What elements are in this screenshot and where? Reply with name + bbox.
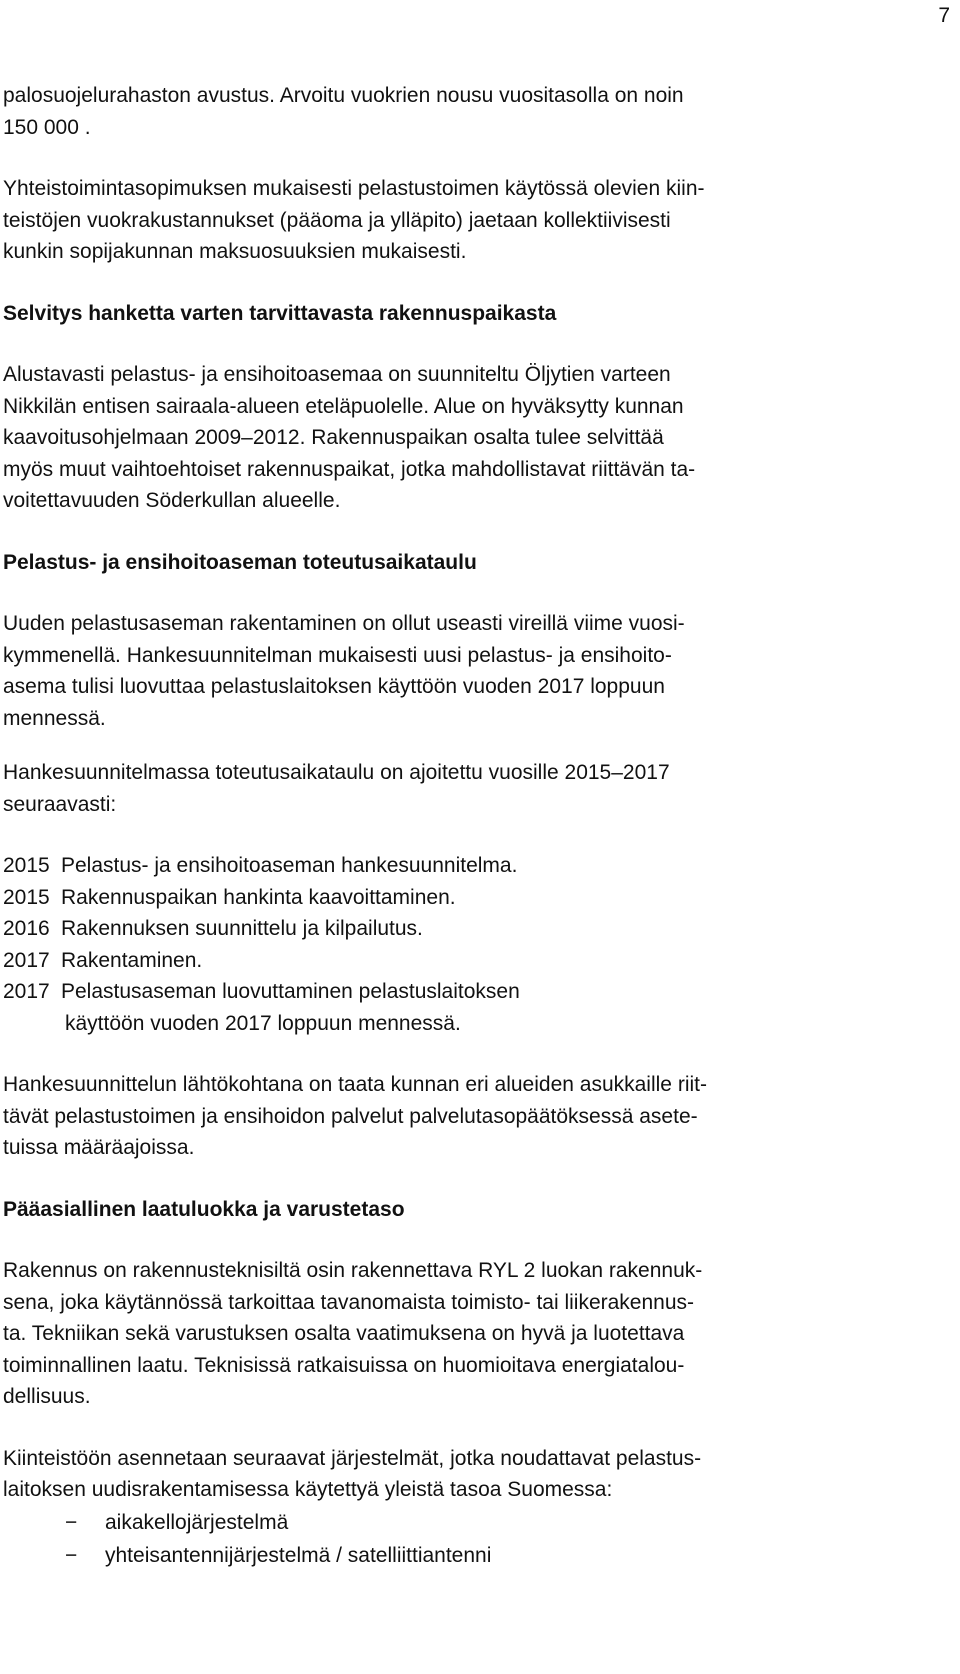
text-line: Yhteistoimintasopimuksen mukaisesti pelastustoimen käytössä olevien kiin- bbox=[3, 177, 705, 200]
text-line: Alustavasti pelastus- ja ensihoitoasemaa on suunniteltu Öljytien varteen bbox=[3, 363, 671, 386]
text-line: voitettavuuden Söderkullan alueelle. bbox=[3, 489, 341, 512]
text-line: Rakennus on rakennusteknisiltä osin rakennettava RYL 2 luokan rakennuk- bbox=[3, 1259, 703, 1282]
schedule-text: Rakennuksen suunnittelu ja kilpailutus. bbox=[61, 917, 423, 940]
list-item bbox=[3, 1506, 913, 1539]
dash-bullet-icon: − bbox=[65, 1510, 78, 1534]
bullet-list bbox=[3, 1506, 913, 1572]
paragraph-systems bbox=[3, 1443, 913, 1506]
schedule-text: Rakentaminen. bbox=[61, 948, 203, 972]
text-line: Hankesuunnitelmassa toteutusaikataulu on ajoitettu vuosille 2015–2017 bbox=[3, 761, 670, 784]
text-line: Kiinteistöön asennetaan seuraavat järjestelmät, jotka noudattavat pelastus- bbox=[3, 1446, 702, 1470]
page-number: 7 bbox=[938, 4, 950, 27]
list-item bbox=[3, 1539, 913, 1572]
schedule-item bbox=[3, 882, 913, 914]
text-line: Nikkilän entisen sairaala-alueen eteläpuolelle. Alue on hyväksytty kunnan bbox=[3, 394, 684, 418]
paragraph-schedule-intro bbox=[3, 608, 913, 734]
text-line: teistöjen vuokrakustannukset (pääoma ja ylläpito) jaetaan kollektiivisesti bbox=[3, 208, 671, 232]
schedule-item bbox=[3, 976, 913, 1008]
paragraph-schedule-basis bbox=[3, 1069, 913, 1164]
schedule-year: 2017 bbox=[3, 980, 50, 1003]
text-line: ta. Tekniikan sekä varustuksen osalta vaatimuksena on hyvä ja luotettava bbox=[3, 1322, 685, 1345]
text-line: kymmenellä. Hankesuunnitelman mukaisesti uusi pelastus- ja ensihoito- bbox=[3, 643, 672, 667]
paragraph-schedule-plan bbox=[3, 757, 913, 820]
document-body bbox=[3, 80, 913, 1572]
text-line: 150 000 . bbox=[3, 115, 91, 139]
schedule-list bbox=[3, 850, 913, 1039]
list-item-text: aikakellojärjestelmä bbox=[105, 1510, 289, 1534]
text-line: Hankesuunnittelun lähtökohtana on taata kunnan eri alueiden asukkaille riit- bbox=[3, 1073, 707, 1096]
section-heading-building-site: Selvitys hanketta varten tarvittavasta rakennuspaikasta bbox=[3, 301, 557, 325]
section-heading-schedule: Pelastus- ja ensihoitoaseman toteutusaikataulu bbox=[3, 550, 477, 574]
paragraph-quality bbox=[3, 1255, 913, 1413]
schedule-item bbox=[3, 850, 913, 882]
dash-bullet-icon: − bbox=[65, 1543, 78, 1567]
text-line: seuraavasti: bbox=[3, 792, 117, 816]
text-line: kaavoitusohjelmaan 2009–2012. Rakennuspaikan osalta tulee selvittää bbox=[3, 426, 664, 449]
text-line: palosuojelurahaston avustus. Arvoitu vuokrien nousu vuositasolla on noin bbox=[3, 84, 684, 107]
paragraph-building-site bbox=[3, 359, 913, 517]
list-item-text: yhteisantennijärjestelmä / satelliittiantenni bbox=[105, 1543, 492, 1567]
text-line: laitoksen uudisrakentamisessa käytettyä yleistä tasoa Suomessa: bbox=[3, 1478, 613, 1501]
schedule-text: Pelastus- ja ensihoitoaseman hankesuunnitelma. bbox=[61, 854, 518, 877]
text-line: toiminnallinen laatu. Teknisissä ratkaisuissa on huomioitava energiatalou- bbox=[3, 1353, 685, 1377]
schedule-item bbox=[3, 945, 913, 977]
schedule-item-continuation: käyttöön vuoden 2017 loppuun mennessä. bbox=[65, 1011, 461, 1035]
text-line: tävät pelastustoimen ja ensihoidon palvelut palvelutasopäätöksessä asete- bbox=[3, 1104, 698, 1128]
paragraph-rent-costs bbox=[3, 173, 913, 268]
schedule-text: Pelastusaseman luovuttaminen pelastuslaitoksen bbox=[61, 980, 520, 1003]
text-line: mennessä. bbox=[3, 706, 106, 730]
schedule-year: 2016 bbox=[3, 917, 50, 940]
section-heading-quality: Pääasiallinen laatuluokka ja varustetaso bbox=[3, 1197, 405, 1221]
schedule-year: 2015 bbox=[3, 885, 50, 909]
schedule-item bbox=[3, 913, 913, 945]
text-line: myös muut vaihtoehtoiset rakennuspaikat, jotka mahdollistavat riittävän ta- bbox=[3, 457, 696, 481]
schedule-year: 2017 bbox=[3, 948, 50, 972]
text-line: asema tulisi luovuttaa pelastuslaitoksen käyttöön vuoden 2017 loppuun bbox=[3, 675, 665, 698]
schedule-text: Rakennuspaikan hankinta kaavoittaminen. bbox=[61, 885, 456, 909]
schedule-year: 2015 bbox=[3, 854, 50, 877]
paragraph-funding bbox=[3, 80, 913, 143]
text-line: Uuden pelastusaseman rakentaminen on ollut useasti vireillä viime vuosi- bbox=[3, 612, 685, 635]
text-line: sena, joka käytännössä tarkoittaa tavanomaista toimisto- tai liikerakennus- bbox=[3, 1290, 695, 1314]
text-line: tuissa määräajoissa. bbox=[3, 1136, 195, 1159]
text-line: kunkin sopijakunnan maksuosuuksien mukaisesti. bbox=[3, 240, 467, 263]
text-line: dellisuus. bbox=[3, 1385, 91, 1408]
